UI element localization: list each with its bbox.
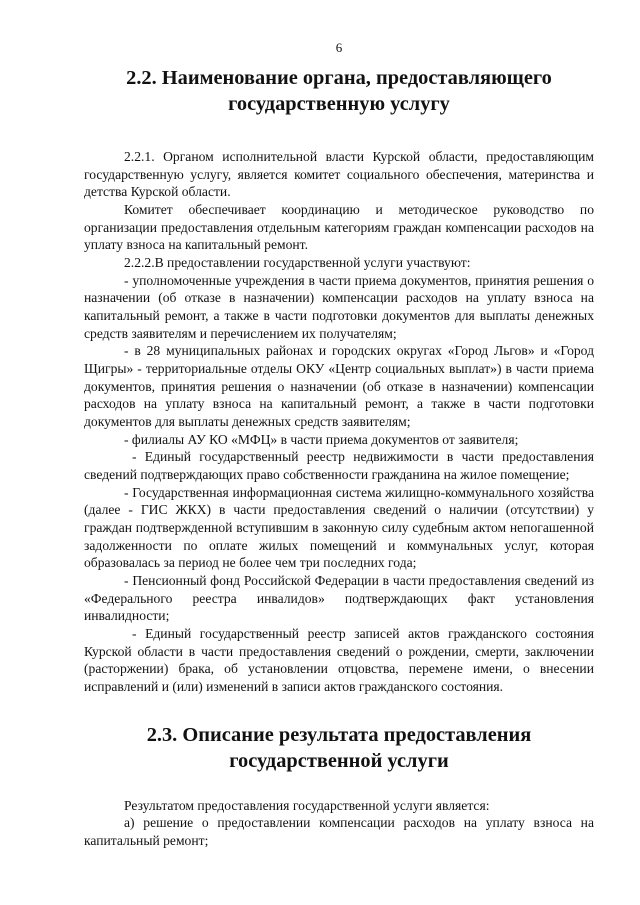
list-item-authorized-institutions: - уполномоченные учреждения в части приема документов, принятия решения о назначении (об отказе в назначении) компенсации расходов на уплату взноса на капитальный ремонт, а также в части подготовки документов для выплаты денежных средств заявителям и перечислением их получателям; — [84, 272, 594, 341]
list-item-territorial-departments: - в 28 муниципальных районах и городских округах «Город Льгов» и «Город Щигры» - территориальные отделы ОКУ «Центр социальных выплат») в части приема документов, принятия решения о назначении (об отказе в назначении) компенсации расходов на уплату взноса на капитальный ремонт, а также в части подготовки документов для выплаты денежных средств заявителям; — [84, 343, 594, 429]
list-item-pension-fund: - Пенсионный фонд Российской Федерации в части предоставления сведений из «Федерального реестра инвалидов» подтверждающих факт установления инвалидности; — [84, 573, 594, 624]
paragraph-coordination: Комитет обеспечивает координацию и методическое руководство по организации предоставления отдельным категориям граждан компенсации расходов на уплату взноса на капитальный ремонт. — [84, 201, 594, 253]
list-item-mfc-branches: - филиалы АУ КО «МФЦ» в части приема документов от заявителя; — [124, 431, 519, 447]
paragraph-result-a: а) решение о предоставлении компенсации расходов на уплату взноса на капитальный ремонт; — [84, 815, 594, 849]
list-item-gis-zhkh: - Государственная информационная система жилищно-коммунального хозяйства (далее - ГИС ЖКХ) в части предоставления сведений о наличии (отсутствии) у граждан подтвержденной вступившим в законную силу судебным актом непогашенной задолженности по оплате жилых помещений и коммунальных услуг, которая образовалась за период не более чем три последних года; — [84, 484, 594, 571]
section-2-2-title: 2.2. Наименование органа, предоставляющего государственную услугу — [126, 66, 552, 116]
list-item-civil-registry: - Единый государственный реестр записей актов гражданского состояния Курской области в части предоставления сведений о рождении, смерти, заключении (расторжении) брака, об установлении отцовства, перемене имени, о внесении исправлений и (или) изменений в записи актов гражданского состояния. — [84, 626, 594, 695]
paragraph-2-2-1: 2.2.1. Органом исполнительной власти Курской области, предоставляющим государственную услугу, является комитет социального обеспечения, материнства и детства Курской области. — [84, 148, 594, 200]
paragraph-2-2-2: 2.2.2.В предоставлении государственной услуги участвуют: — [124, 254, 471, 270]
paragraph-result: Результатом предоставления государственной услуги является: — [124, 797, 490, 813]
list-item-real-estate-registry: - Единый государственный реестр недвижимости в части предоставления сведений подтверждающих право собственности гражданина на жилое помещение; — [84, 449, 594, 483]
page-number: 6 — [335, 40, 343, 55]
section-2-3-title: 2.3. Описание результата предоставления государственной услуги — [146, 723, 532, 773]
